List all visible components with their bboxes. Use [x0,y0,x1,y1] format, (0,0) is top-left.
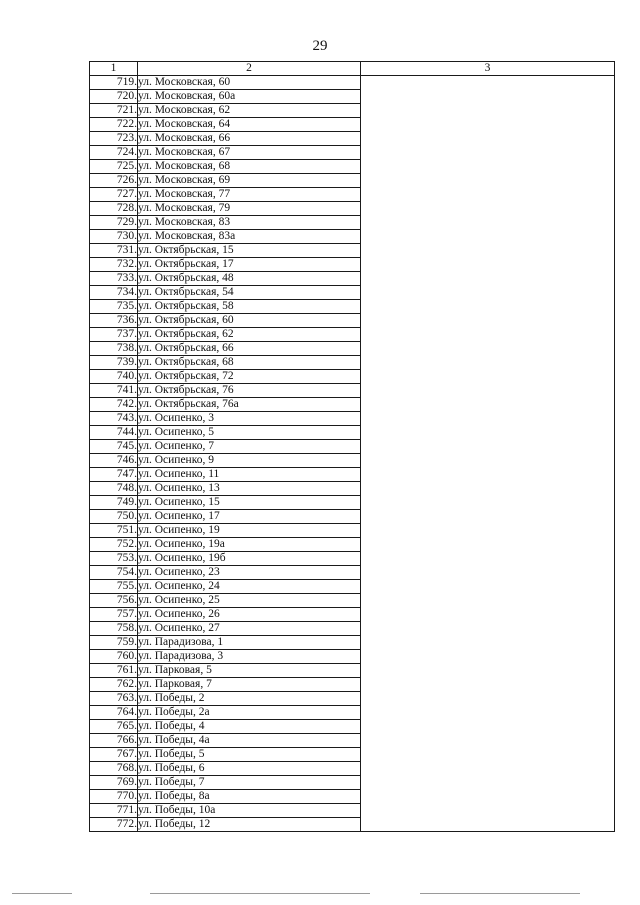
row-address: ул. Московская, 62 [138,104,361,118]
row-number: 736. [90,314,138,328]
row-number: 771. [90,804,138,818]
row-address: ул. Победы, 6 [138,762,361,776]
row-address: ул. Октябрьская, 58 [138,300,361,314]
row-number: 766. [90,734,138,748]
row-number: 765. [90,720,138,734]
row-address: ул. Парковая, 5 [138,664,361,678]
row-address: ул. Октябрьская, 15 [138,244,361,258]
row-number: 757. [90,608,138,622]
row-number: 735. [90,300,138,314]
row-number: 722. [90,118,138,132]
row-address: ул. Московская, 68 [138,160,361,174]
row-number: 732. [90,258,138,272]
row-address: ул. Октябрьская, 76а [138,398,361,412]
row-number: 768. [90,762,138,776]
row-address: ул. Победы, 5 [138,748,361,762]
row-number: 747. [90,468,138,482]
row-number: 752. [90,538,138,552]
row-address: ул. Победы, 10а [138,804,361,818]
row-number: 751. [90,524,138,538]
row-number: 740. [90,370,138,384]
row-address: ул. Победы, 4а [138,734,361,748]
row-number: 753. [90,552,138,566]
row-address: ул. Осипенко, 25 [138,594,361,608]
row-address: ул. Осипенко, 19а [138,538,361,552]
row-address: ул. Московская, 69 [138,174,361,188]
row-address: ул. Осипенко, 13 [138,482,361,496]
row-address: ул. Московская, 67 [138,146,361,160]
row-number: 738. [90,342,138,356]
row-address: ул. Парадизова, 3 [138,650,361,664]
row-number: 737. [90,328,138,342]
row-number: 746. [90,454,138,468]
row-address: ул. Победы, 2 [138,692,361,706]
row-address: ул. Московская, 60а [138,90,361,104]
row-address: ул. Октябрьская, 60 [138,314,361,328]
row-number: 763. [90,692,138,706]
row-number: 743. [90,412,138,426]
row-number: 749. [90,496,138,510]
row-number: 748. [90,482,138,496]
row-number: 767. [90,748,138,762]
row-number: 761. [90,664,138,678]
row-number: 759. [90,636,138,650]
row-number: 731. [90,244,138,258]
row-address: ул. Победы, 7 [138,776,361,790]
table-body [90,76,615,832]
row-address: ул. Московская, 64 [138,118,361,132]
row-address: ул. Октябрьская, 17 [138,258,361,272]
row-address: ул. Московская, 66 [138,132,361,146]
row-address: ул. Победы, 8а [138,790,361,804]
row-number: 758. [90,622,138,636]
row-address: ул. Октябрьская, 76 [138,384,361,398]
row-address: ул. Осипенко, 27 [138,622,361,636]
row-address: ул. Победы, 12 [138,818,361,832]
row-number: 720. [90,90,138,104]
row-number: 741. [90,384,138,398]
row-address: ул. Победы, 4 [138,720,361,734]
row-address: ул. Осипенко, 17 [138,510,361,524]
row-number: 723. [90,132,138,146]
row-number: 755. [90,580,138,594]
column-header-1: 1 [90,62,138,76]
row-number: 756. [90,594,138,608]
row-address: ул. Осипенко, 7 [138,440,361,454]
row-number: 770. [90,790,138,804]
row-address: ул. Московская, 77 [138,188,361,202]
column-header-3: 3 [361,62,615,76]
column-header-2: 2 [138,62,361,76]
row-address: ул. Осипенко, 24 [138,580,361,594]
row-address: ул. Октябрьская, 68 [138,356,361,370]
row-number: 729. [90,216,138,230]
row-address: ул. Парковая, 7 [138,678,361,692]
row-number: 719. [90,76,138,90]
row-number: 734. [90,286,138,300]
row-number: 760. [90,650,138,664]
row-number: 721. [90,104,138,118]
row-number: 745. [90,440,138,454]
row-address: ул. Осипенко, 19б [138,552,361,566]
row-number: 772. [90,818,138,832]
row-address: ул. Октябрьская, 62 [138,328,361,342]
row-address: ул. Осипенко, 23 [138,566,361,580]
row-address: ул. Осипенко, 11 [138,468,361,482]
row-number: 724. [90,146,138,160]
row-address: ул. Осипенко, 9 [138,454,361,468]
row-address: ул. Московская, 83а [138,230,361,244]
table-header-row [90,62,615,76]
row-address: ул. Московская, 79 [138,202,361,216]
table-row [90,76,615,90]
row-number: 727. [90,188,138,202]
row-number: 725. [90,160,138,174]
page-number: 29 [312,38,328,54]
row-number: 733. [90,272,138,286]
row-address: ул. Октябрьская, 72 [138,370,361,384]
scan-edge-mark [150,893,370,894]
row-number: 726. [90,174,138,188]
row-address: ул. Октябрьская, 54 [138,286,361,300]
row-address: ул. Октябрьская, 66 [138,342,361,356]
row-number: 739. [90,356,138,370]
row-address: ул. Октябрьская, 48 [138,272,361,286]
scan-edge-mark [12,893,72,894]
row-address: ул. Осипенко, 3 [138,412,361,426]
row-address: ул. Победы, 2а [138,706,361,720]
row-number: 769. [90,776,138,790]
row-number: 762. [90,678,138,692]
row-address: ул. Московская, 83 [138,216,361,230]
row-address: ул. Осипенко, 26 [138,608,361,622]
row-address: ул. Осипенко, 19 [138,524,361,538]
notes-column-cell [361,76,615,832]
row-number: 742. [90,398,138,412]
row-address: ул. Осипенко, 15 [138,496,361,510]
row-number: 744. [90,426,138,440]
address-table [89,61,615,832]
row-address: ул. Парадизова, 1 [138,636,361,650]
row-address: ул. Осипенко, 5 [138,426,361,440]
row-address: ул. Московская, 60 [138,76,361,90]
row-number: 728. [90,202,138,216]
row-number: 730. [90,230,138,244]
row-number: 754. [90,566,138,580]
scan-edge-mark [420,893,580,894]
row-number: 764. [90,706,138,720]
row-number: 750. [90,510,138,524]
